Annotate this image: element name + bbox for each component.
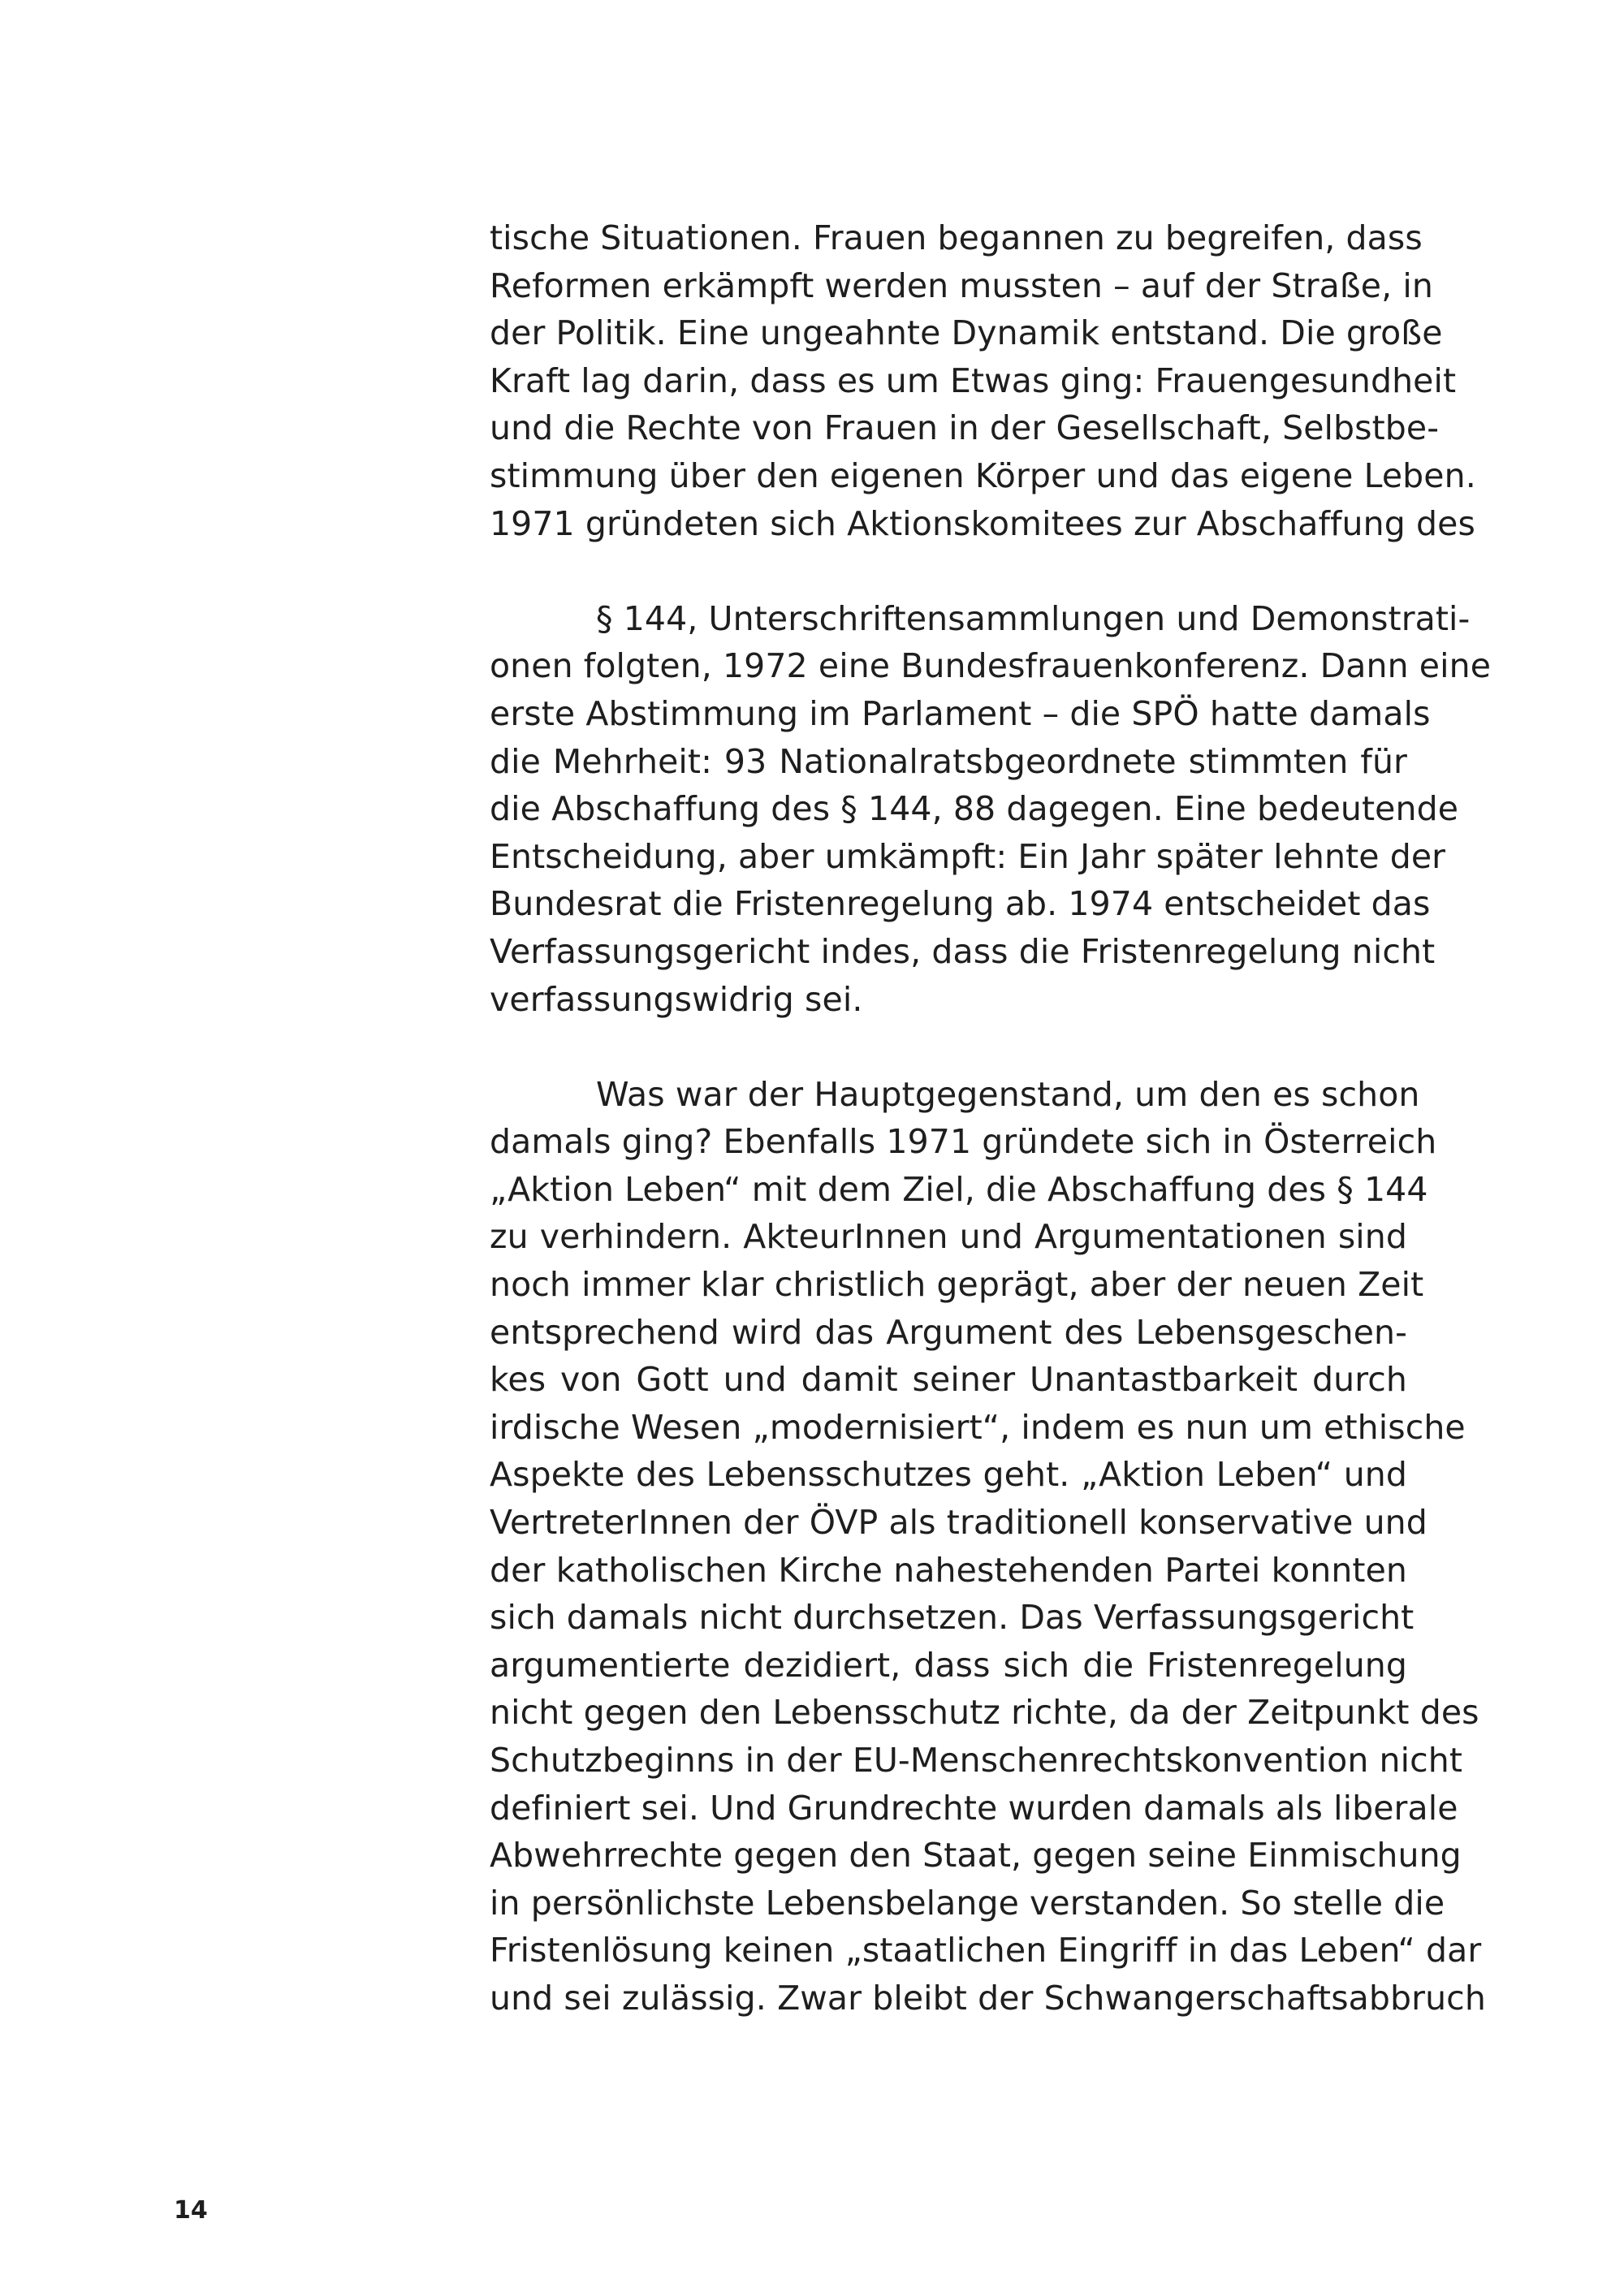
text-line: verfassungswidrig sei. (490, 979, 863, 1019)
text-line: zu verhindern. AkteurInnen und Argumentationen sind (490, 1217, 1407, 1257)
paragraph-2 (490, 595, 1492, 1023)
text-line: irdische Wesen „modernisiert“, indem es nun um ethische (490, 1407, 1466, 1447)
text-line: kes von Gott und damit seiner Unantastbarkeit durch (490, 1360, 1407, 1400)
text-line: Reformen erkämpft werden mussten – auf der Straße, in (490, 265, 1433, 305)
text-line: § 144, Unterschriftensammlungen und Demonstrati- (596, 598, 1471, 638)
text-line: tische Situationen. Frauen begannen zu begreifen, dass (490, 218, 1423, 257)
page-number: 14 (174, 2196, 208, 2225)
text-line: Schutzbeginns in der EU-Menschenrechtskonvention nicht (490, 1741, 1463, 1780)
text-line: und die Rechte von Frauen in der Gesellschaft, Selbstbe- (490, 408, 1440, 448)
text-line: onen folgten, 1972 eine Bundesfrauenkonferenz. Dann eine (490, 646, 1492, 686)
text-line: definiert sei. Und Grundrechte wurden damals als liberale (490, 1788, 1458, 1828)
text-line: noch immer klar christlich geprägt, aber der neuen Zeit (490, 1265, 1424, 1305)
text-line: Bundesrat die Fristenregelung ab. 1974 entscheidet das (490, 884, 1431, 924)
text-line: die Mehrheit: 93 Nationalratsbgeordnete stimmten für (490, 741, 1407, 781)
text-line: Kraft lag darin, dass es um Etwas ging: Frauengesundheit (490, 360, 1457, 400)
text-line: und sei zulässig. Zwar bleibt der Schwangerschaftsabbruch (490, 1978, 1486, 2018)
body-text (490, 214, 1492, 2022)
text-line: sich damals nicht durchsetzen. Das Verfassungsgericht (490, 1598, 1415, 1638)
text-line: damals ging? Ebenfalls 1971 gründete sich in Österreich (490, 1122, 1437, 1162)
text-line: die Abschaffung des § 144, 88 dagegen. Eine bedeutende (490, 789, 1459, 829)
text-line: nicht gegen den Lebensschutz richte, da der Zeitpunkt des (490, 1693, 1479, 1733)
text-line: Entscheidung, aber umkämpft: Ein Jahr später lehnte der (490, 836, 1446, 876)
paragraph-1 (490, 214, 1476, 547)
text-line: Was war der Hauptgegenstand, um den es schon (596, 1074, 1420, 1114)
text-line: der Politik. Eine ungeahnte Dynamik entstand. Die große (490, 313, 1443, 353)
text-line: entsprechend wird das Argument des Lebensgeschen- (490, 1312, 1407, 1352)
paragraph-3 (490, 1071, 1486, 2022)
text-line: Verfassungsgericht indes, dass die Fristenregelung nicht (490, 931, 1436, 971)
text-line: „Aktion Leben“ mit dem Ziel, die Abschaffung des § 144 (490, 1169, 1428, 1209)
text-line: Fristenlösung keinen „staatlichen Eingriff in das Leben“ dar (490, 1931, 1482, 1970)
text-line: VertreterInnen der ÖVP als traditionell konservative und (490, 1503, 1427, 1543)
text-line: argumentierte dezidiert, dass sich die Fristenregelung (490, 1645, 1407, 1685)
text-line: der katholischen Kirche nahestehenden Partei konnten (490, 1550, 1407, 1590)
text-line: Aspekte des Lebensschutzes geht. „Aktion Leben“ und (490, 1455, 1407, 1495)
text-line: in persönlichste Lebensbelange verstanden. So stelle die (490, 1883, 1445, 1923)
text-line: 1971 gründeten sich Aktionskomitees zur Abschaffung des (490, 503, 1475, 543)
text-line: stimmung über den eigenen Körper und das eigene Leben. (490, 455, 1476, 495)
text-line: Abwehrrechte gegen den Staat, gegen seine Einmischung (490, 1836, 1462, 1875)
text-line: erste Abstimmung im Parlament – die SPÖ hatte damals (490, 693, 1431, 733)
